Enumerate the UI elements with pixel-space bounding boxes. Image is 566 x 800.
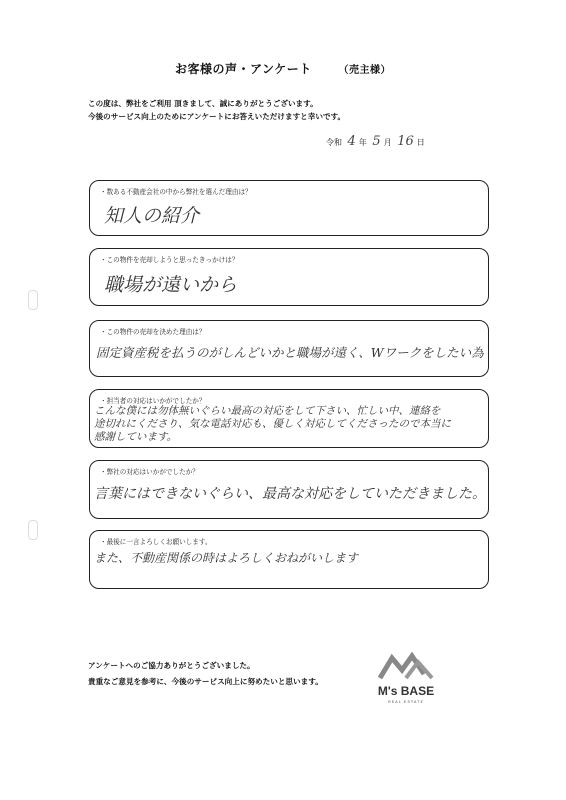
date-era: 令和 <box>326 138 342 147</box>
question-label: ・この物件を売却しようと思ったきっかけは？ <box>100 256 239 264</box>
handwritten-answer-line: こんな僕には勿体無いぐらい最高の対応をして下さい、忙しい中、連絡を <box>94 405 441 417</box>
question-box <box>89 320 489 377</box>
question-box <box>89 530 489 589</box>
date-month-unit: 月 <box>383 138 392 147</box>
handwritten-answer: 言葉にはできないぐらい、最高な対応をしていただきました。 <box>94 486 486 502</box>
mountain-logo-icon <box>376 652 436 680</box>
handwritten-answer: また、不動産関係の時はよろしくおねがいします <box>94 551 359 565</box>
question-label: ・数ある不動産会社の中から弊社を選んだ理由は？ <box>100 188 252 196</box>
intro-text <box>88 97 345 123</box>
logo-name: M's BASE <box>377 684 435 698</box>
question-box <box>89 389 489 448</box>
intro-line: この度は、弊社をご利用 頂きまして、誠にありがとうございます。 <box>88 99 318 108</box>
punch-hole <box>28 290 38 310</box>
date-day: 16 <box>397 134 414 149</box>
date-line <box>326 134 425 149</box>
date-year-unit: 年 <box>358 138 367 147</box>
title-text: お客様の声・アンケート <box>175 62 312 76</box>
handwritten-answer: 固定資産税を払うのがしんどいかと職場が遠く、Wワークをしたい為 <box>96 345 484 360</box>
footer-text <box>88 658 323 690</box>
question-label: ・この物件の売却を決めた理由は？ <box>100 328 206 336</box>
handwritten-answer: 知人の紹介 <box>104 205 200 227</box>
question-box <box>89 248 489 306</box>
logo-tagline: REAL ESTATE <box>388 699 424 704</box>
date-year: 4 <box>347 134 356 149</box>
footer-line: 貴重なご意見を参考に、今後のサービス向上に努めたいと思います。 <box>88 677 323 686</box>
handwritten-answer: 職場が遠いから <box>104 274 238 296</box>
company-logo <box>370 652 442 704</box>
question-box <box>89 460 489 519</box>
handwritten-answer-line: 途切れにくださり、気な電話対応も、優しく対応してくださったので本当に <box>94 418 451 430</box>
handwritten-answer-line: 感謝しています。 <box>94 431 178 443</box>
date-month: 5 <box>372 134 381 149</box>
question-label: ・最後に一言よろしくお願いします。 <box>100 538 212 546</box>
title-subtitle: （売主様） <box>338 65 391 76</box>
footer-line: アンケートへのご協力ありがとうございました。 <box>88 661 255 670</box>
punch-hole <box>28 520 38 540</box>
question-label: ・担当者の対応はいかがでしたか？ <box>100 397 206 405</box>
date-day-unit: 日 <box>416 138 425 147</box>
intro-line: 今後のサービス向上のためにアンケートにお答えいただけますと幸いです。 <box>88 112 346 121</box>
question-box <box>89 180 489 236</box>
page-title <box>0 60 566 77</box>
question-label: ・弊社の対応はいかがでしたか？ <box>100 468 199 476</box>
